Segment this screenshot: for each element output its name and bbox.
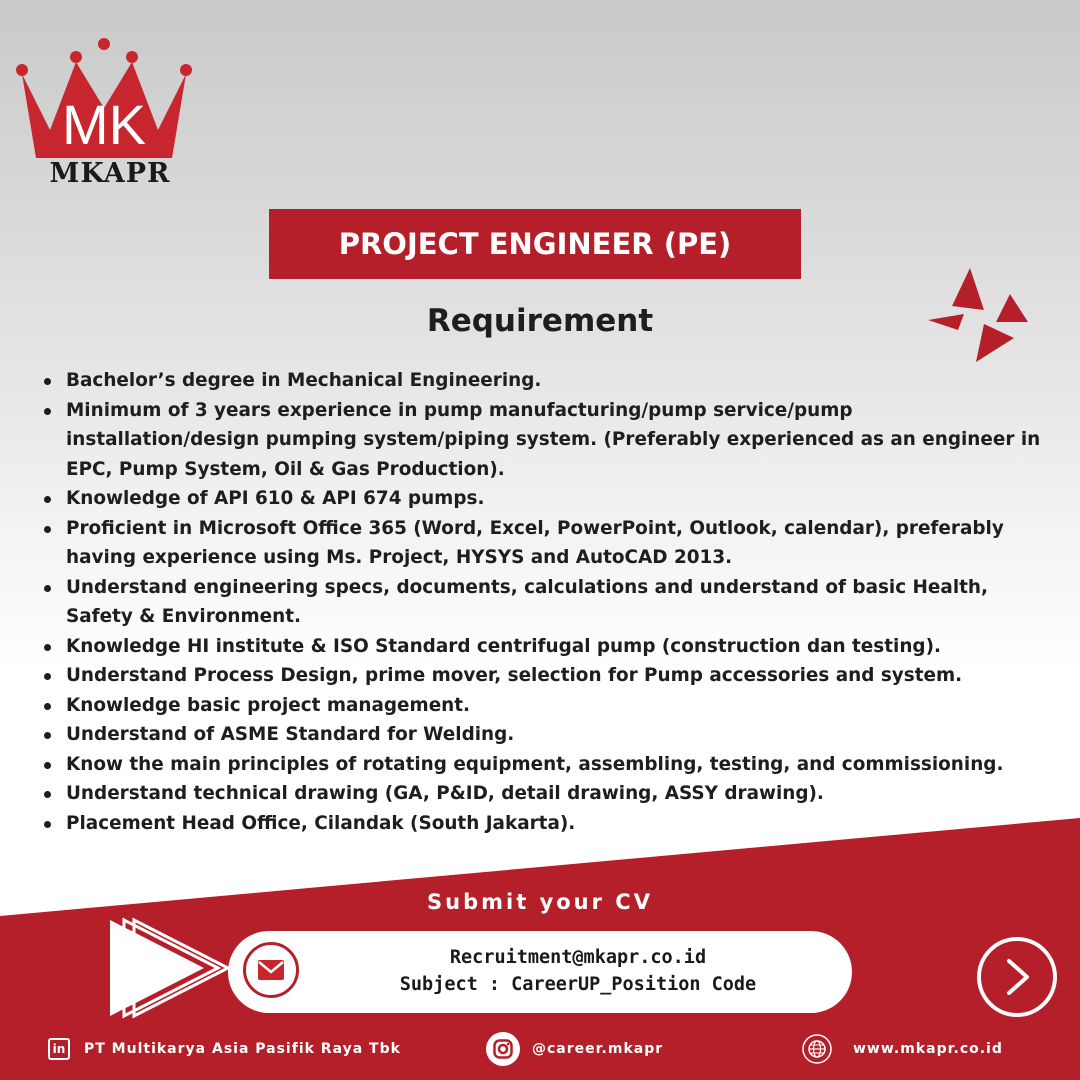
requirement-item: Placement Head Office, Cilandak (South Jakarta). xyxy=(40,809,1050,839)
requirement-item: Knowledge basic project management. xyxy=(40,691,1050,721)
play-arrows-icon xyxy=(104,916,232,1020)
requirement-item: Minimum of 3 years experience in pump manufacturing/pump service/pump installation/design pumping system/piping system. (Preferably experienced as an engineer in EPC, Pump System, Oil & Gas Production). xyxy=(40,396,1050,485)
footer-linkedin[interactable] xyxy=(48,1034,401,1064)
email-contact-box[interactable] xyxy=(228,931,852,1013)
instagram-icon xyxy=(486,1032,520,1066)
requirement-item: Understand engineering specs, documents, calculations and understand of basic Health, Safety & Environment. xyxy=(40,573,1050,632)
requirement-item: Understand technical drawing (GA, P&ID, detail drawing, ASSY drawing). xyxy=(40,779,1050,809)
requirement-item: Bachelor’s degree in Mechanical Engineering. xyxy=(40,366,1050,396)
requirement-list xyxy=(40,366,1050,838)
requirement-item: Understand Process Design, prime mover, selection for Pump accessories and system. xyxy=(40,661,1050,691)
requirement-item: Proficient in Microsoft Office 365 (Word, Excel, PowerPoint, Outlook, calendar), preferably having experience using Ms. Project, HYSYS and AutoCAD 2013. xyxy=(40,514,1050,573)
email-subject: Subject : CareerUP_Position Code xyxy=(399,974,757,995)
globe-icon xyxy=(801,1033,833,1065)
linkedin-icon: in xyxy=(48,1038,70,1060)
job-title: PROJECT ENGINEER (PE) xyxy=(269,209,801,279)
logo-wordmark: MKAPR xyxy=(49,158,171,189)
submit-heading: Submit your CV xyxy=(427,890,653,914)
website-url: www.mkapr.co.id xyxy=(853,1041,1003,1057)
linkedin-company-name: PT Multikarya Asia Pasifik Raya Tbk xyxy=(84,1041,401,1057)
requirement-heading: Requirement xyxy=(426,303,654,339)
chevron-right-icon xyxy=(1003,959,1035,995)
email-address[interactable]: Recruitment@mkapr.co.id xyxy=(449,947,707,968)
footer-instagram[interactable] xyxy=(486,1034,663,1064)
requirement-item: Understand of ASME Standard for Welding. xyxy=(40,720,1050,750)
next-button[interactable] xyxy=(977,937,1057,1017)
footer-website[interactable] xyxy=(801,1034,1003,1064)
logo-initials: MK xyxy=(62,93,146,156)
requirement-item: Know the main principles of rotating equipment, assembling, testing, and commissioning. xyxy=(40,750,1050,780)
requirement-item: Knowledge of API 610 & API 674 pumps. xyxy=(40,484,1050,514)
instagram-handle: @career.mkapr xyxy=(532,1041,664,1057)
envelope-icon xyxy=(243,942,299,998)
requirement-item: Knowledge HI institute & ISO Standard centrifugal pump (construction dan testing). xyxy=(40,632,1050,662)
